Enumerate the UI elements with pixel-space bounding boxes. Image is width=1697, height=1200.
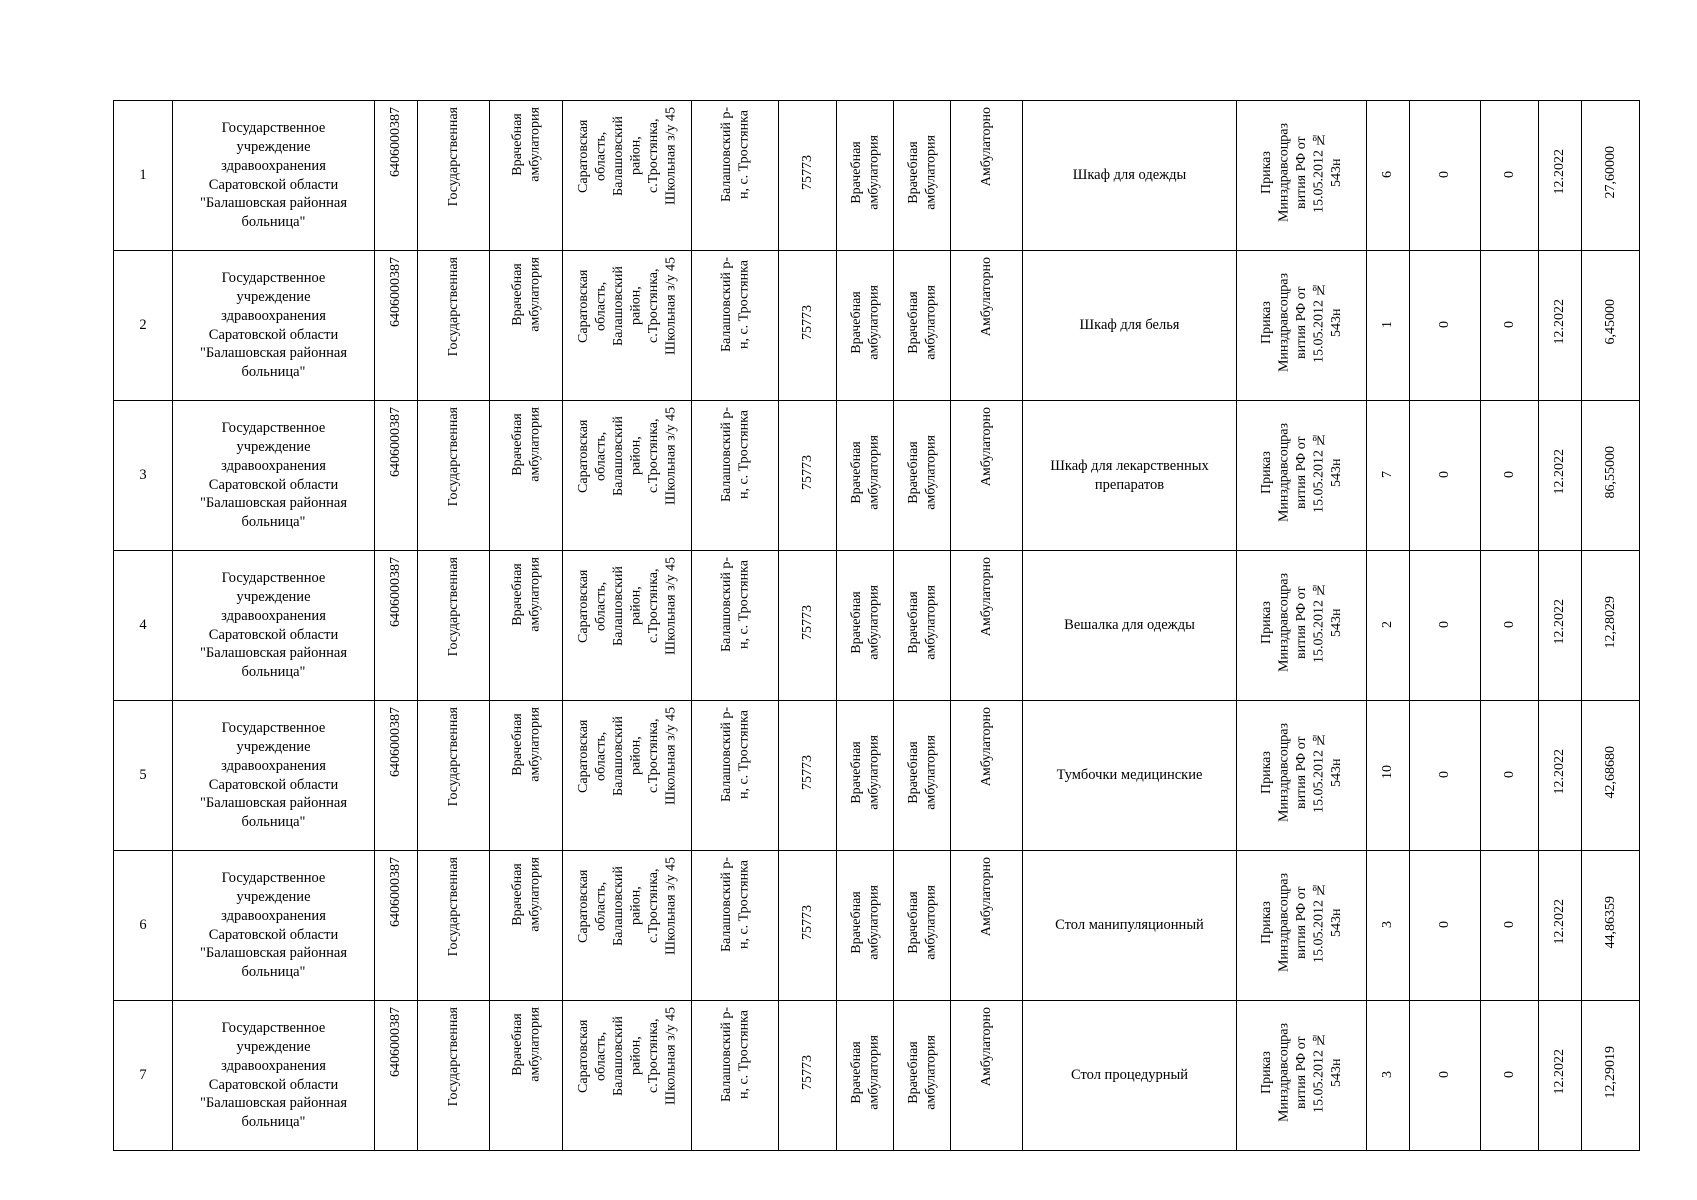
col-b-value: 0: [1501, 771, 1517, 779]
locality-cell: [692, 1001, 779, 1151]
unit-value: Врачебная амбулатория: [848, 134, 881, 210]
care-form-value: Амбулаторно: [978, 1007, 994, 1087]
unit-name-value: Врачебная амбулатория: [905, 1034, 938, 1110]
facility-type-cell: [490, 551, 563, 701]
unit-name-cell: [894, 851, 951, 1001]
equipment-cell: [1023, 851, 1237, 1001]
col-b-value: 0: [1501, 471, 1517, 479]
row-number-cell: [114, 851, 173, 1001]
row-number: 4: [139, 617, 147, 634]
organization-name: Государственное учреждение здравоохранения Саратовской области "Балашовская районная больница": [200, 419, 347, 531]
amount-cell: [1582, 701, 1640, 851]
locality-value: Балашовский р- н, с. Тростянка: [718, 257, 751, 353]
inn-cell: [375, 251, 418, 401]
amount-value: 27,60000: [1602, 145, 1618, 199]
code-cell: [779, 101, 837, 251]
col-b-cell: [1481, 551, 1539, 701]
unit-value: Врачебная амбулатория: [848, 284, 881, 360]
care-form-cell: [951, 401, 1023, 551]
row-number: 5: [139, 767, 147, 784]
quantity-value: 3: [1380, 921, 1396, 929]
inn-cell: [375, 851, 418, 1001]
address-cell: [563, 251, 692, 401]
row-number: 7: [139, 1067, 147, 1084]
quantity-value: 2: [1380, 621, 1396, 629]
unit-cell: [837, 851, 894, 1001]
amount-value: 42,68680: [1602, 745, 1618, 799]
equipment-name: Стол процедурный: [1071, 1067, 1188, 1084]
unit-cell: [837, 101, 894, 251]
code-cell: [779, 851, 837, 1001]
code-cell: [779, 1001, 837, 1151]
col-a-value: 0: [1437, 171, 1453, 179]
equipment-table: [113, 100, 1640, 1151]
date-cell: [1539, 251, 1582, 401]
ownership-value: Государственная: [445, 857, 461, 957]
quantity-cell: [1367, 551, 1410, 701]
organization-name: Государственное учреждение здравоохранения Саратовской области "Балашовская районная больница": [200, 269, 347, 381]
quantity-cell: [1367, 101, 1410, 251]
unit-name-value: Врачебная амбулатория: [905, 134, 938, 210]
unit-name-cell: [894, 1001, 951, 1151]
unit-value: Врачебная амбулатория: [848, 1034, 881, 1110]
organization-cell: [173, 401, 375, 551]
care-form-value: Амбулаторно: [978, 557, 994, 637]
care-form-cell: [951, 101, 1023, 251]
inn-cell: [375, 401, 418, 551]
locality-cell: [692, 701, 779, 851]
address-cell: [563, 851, 692, 1001]
organization-name: Государственное учреждение здравоохранения Саратовской области "Балашовская районная больница": [200, 869, 347, 981]
quantity-cell: [1367, 401, 1410, 551]
ownership-value: Государственная: [445, 557, 461, 657]
unit-cell: [837, 251, 894, 401]
organization-cell: [173, 1001, 375, 1151]
standard-cell: [1237, 101, 1367, 251]
equipment-name: Шкаф для одежды: [1072, 167, 1187, 184]
facility-type-value: Врачебная амбулатория: [509, 107, 542, 182]
address-value: Саратовская область, Балашовский район, с.Тростянка, Школьная з/у 45: [575, 407, 678, 505]
amount-cell: [1582, 401, 1640, 551]
organization-cell: [173, 851, 375, 1001]
ownership-cell: [418, 101, 490, 251]
equipment-name: Вешалка для одежды: [1064, 617, 1195, 634]
code-cell: [779, 251, 837, 401]
inn-value: 6406000387: [388, 407, 404, 477]
unit-value: Врачебная амбулатория: [848, 434, 881, 510]
equipment-cell: [1023, 1001, 1237, 1151]
inn-value: 6406000387: [388, 1007, 404, 1077]
facility-type-cell: [490, 851, 563, 1001]
address-value: Саратовская область, Балашовский район, с.Тростянка, Школьная з/у 45: [575, 707, 678, 805]
col-b-cell: [1481, 101, 1539, 251]
unit-cell: [837, 401, 894, 551]
facility-type-value: Врачебная амбулатория: [509, 707, 542, 782]
code-value: 75773: [799, 604, 815, 640]
code-value: 75773: [799, 154, 815, 190]
care-form-cell: [951, 851, 1023, 1001]
standard-value: Приказ Минздравсоцраз вития РФ от 15.05.2012 № 543н: [1258, 572, 1344, 672]
col-b-value: 0: [1501, 921, 1517, 929]
col-a-value: 0: [1437, 321, 1453, 329]
inn-value: 6406000387: [388, 557, 404, 627]
care-form-value: Амбулаторно: [978, 107, 994, 187]
table-row: [114, 701, 1640, 851]
unit-name-cell: [894, 251, 951, 401]
col-a-cell: [1410, 851, 1481, 1001]
locality-value: Балашовский р- н, с. Тростянка: [718, 557, 751, 653]
unit-name-value: Врачебная амбулатория: [905, 884, 938, 960]
date-cell: [1539, 101, 1582, 251]
equipment-name: Стол манипуляционный: [1055, 917, 1204, 934]
date-cell: [1539, 401, 1582, 551]
inn-value: 6406000387: [388, 857, 404, 927]
unit-value: Врачебная амбулатория: [848, 734, 881, 810]
code-cell: [779, 401, 837, 551]
row-number: 3: [139, 467, 147, 484]
amount-cell: [1582, 551, 1640, 701]
organization-name: Государственное учреждение здравоохранения Саратовской области "Балашовская районная больница": [200, 569, 347, 681]
code-value: 75773: [799, 454, 815, 490]
organization-name: Государственное учреждение здравоохранения Саратовской области "Балашовская районная больница": [200, 119, 347, 231]
date-value: 12.2022: [1552, 899, 1568, 945]
facility-type-value: Врачебная амбулатория: [509, 1007, 542, 1082]
amount-value: 86,55000: [1602, 445, 1618, 499]
standard-value: Приказ Минздравсоцраз вития РФ от 15.05.2012 № 543н: [1258, 122, 1344, 222]
organization-name: Государственное учреждение здравоохранения Саратовской области "Балашовская районная больница": [200, 1019, 347, 1131]
col-a-cell: [1410, 401, 1481, 551]
organization-cell: [173, 101, 375, 251]
care-form-cell: [951, 251, 1023, 401]
row-number: 2: [139, 317, 147, 334]
care-form-value: Амбулаторно: [978, 407, 994, 487]
amount-cell: [1582, 101, 1640, 251]
care-form-cell: [951, 551, 1023, 701]
facility-type-cell: [490, 401, 563, 551]
date-cell: [1539, 701, 1582, 851]
code-cell: [779, 551, 837, 701]
address-cell: [563, 401, 692, 551]
organization-name: Государственное учреждение здравоохранения Саратовской области "Балашовская районная больница": [200, 719, 347, 831]
table-row: [114, 101, 1640, 251]
table-row: [114, 551, 1640, 701]
locality-cell: [692, 101, 779, 251]
facility-type-cell: [490, 251, 563, 401]
locality-value: Балашовский р- н, с. Тростянка: [718, 707, 751, 803]
quantity-value: 3: [1380, 1071, 1396, 1079]
equipment-cell: [1023, 701, 1237, 851]
code-value: 75773: [799, 1054, 815, 1090]
col-a-value: 0: [1437, 1071, 1453, 1079]
standard-value: Приказ Минздравсоцраз вития РФ от 15.05.2012 № 543н: [1258, 872, 1344, 972]
unit-name-value: Врачебная амбулатория: [905, 584, 938, 660]
col-a-value: 0: [1437, 771, 1453, 779]
table-body: [114, 101, 1640, 1151]
col-a-cell: [1410, 251, 1481, 401]
ownership-value: Государственная: [445, 1007, 461, 1107]
address-cell: [563, 1001, 692, 1151]
col-b-cell: [1481, 401, 1539, 551]
quantity-value: 6: [1380, 171, 1396, 179]
quantity-cell: [1367, 701, 1410, 851]
quantity-value: 1: [1380, 321, 1396, 329]
facility-type-value: Врачебная амбулатория: [509, 857, 542, 932]
date-value: 12.2022: [1552, 449, 1568, 495]
unit-cell: [837, 1001, 894, 1151]
care-form-value: Амбулаторно: [978, 857, 994, 937]
standard-value: Приказ Минздравсоцраз вития РФ от 15.05.2012 № 543н: [1258, 1022, 1344, 1122]
table-row: [114, 251, 1640, 401]
amount-value: 12,29019: [1602, 1045, 1618, 1099]
col-b-cell: [1481, 701, 1539, 851]
col-a-cell: [1410, 701, 1481, 851]
ownership-value: Государственная: [445, 107, 461, 207]
standard-cell: [1237, 401, 1367, 551]
standard-cell: [1237, 1001, 1367, 1151]
address-value: Саратовская область, Балашовский район, с.Тростянка, Школьная з/у 45: [575, 1007, 678, 1105]
row-number: 1: [139, 167, 147, 184]
care-form-cell: [951, 1001, 1023, 1151]
date-cell: [1539, 1001, 1582, 1151]
row-number: 6: [139, 917, 147, 934]
standard-cell: [1237, 551, 1367, 701]
date-value: 12.2022: [1552, 149, 1568, 195]
equipment-name: Тумбочки медицинские: [1056, 767, 1203, 784]
amount-cell: [1582, 1001, 1640, 1151]
standard-value: Приказ Минздравсоцраз вития РФ от 15.05.2012 № 543н: [1258, 272, 1344, 372]
address-value: Саратовская область, Балашовский район, с.Тростянка, Школьная з/у 45: [575, 107, 678, 205]
date-value: 12.2022: [1552, 1049, 1568, 1095]
inn-cell: [375, 1001, 418, 1151]
amount-cell: [1582, 851, 1640, 1001]
standard-cell: [1237, 701, 1367, 851]
address-value: Саратовская область, Балашовский район, с.Тростянка, Школьная з/у 45: [575, 857, 678, 955]
date-value: 12.2022: [1552, 299, 1568, 345]
unit-name-cell: [894, 551, 951, 701]
row-number-cell: [114, 701, 173, 851]
locality-cell: [692, 401, 779, 551]
care-form-value: Амбулаторно: [978, 707, 994, 787]
date-value: 12.2022: [1552, 749, 1568, 795]
inn-cell: [375, 101, 418, 251]
ownership-cell: [418, 851, 490, 1001]
row-number-cell: [114, 251, 173, 401]
quantity-value: 10: [1380, 765, 1396, 780]
equipment-cell: [1023, 551, 1237, 701]
locality-value: Балашовский р- н, с. Тростянка: [718, 407, 751, 503]
address-value: Саратовская область, Балашовский район, с.Тростянка, Школьная з/у 45: [575, 257, 678, 355]
quantity-cell: [1367, 851, 1410, 1001]
address-value: Саратовская область, Балашовский район, с.Тростянка, Школьная з/у 45: [575, 557, 678, 655]
col-a-cell: [1410, 1001, 1481, 1151]
code-value: 75773: [799, 754, 815, 790]
unit-name-cell: [894, 101, 951, 251]
address-cell: [563, 551, 692, 701]
amount-cell: [1582, 251, 1640, 401]
facility-type-value: Врачебная амбулатория: [509, 257, 542, 332]
unit-cell: [837, 701, 894, 851]
row-number-cell: [114, 551, 173, 701]
inn-value: 6406000387: [388, 707, 404, 777]
amount-value: 6,45000: [1602, 299, 1618, 345]
facility-type-value: Врачебная амбулатория: [509, 407, 542, 482]
unit-name-value: Врачебная амбулатория: [905, 284, 938, 360]
unit-cell: [837, 551, 894, 701]
row-number-cell: [114, 101, 173, 251]
ownership-value: Государственная: [445, 407, 461, 507]
equipment-cell: [1023, 251, 1237, 401]
equipment-name: Шкаф для белья: [1079, 317, 1180, 334]
col-a-value: 0: [1437, 471, 1453, 479]
organization-cell: [173, 701, 375, 851]
quantity-cell: [1367, 1001, 1410, 1151]
unit-value: Врачебная амбулатория: [848, 884, 881, 960]
care-form-cell: [951, 701, 1023, 851]
ownership-cell: [418, 551, 490, 701]
locality-value: Балашовский р- н, с. Тростянка: [718, 107, 751, 203]
code-value: 75773: [799, 304, 815, 340]
quantity-value: 7: [1380, 471, 1396, 479]
inn-cell: [375, 701, 418, 851]
facility-type-value: Врачебная амбулатория: [509, 557, 542, 632]
ownership-cell: [418, 701, 490, 851]
ownership-cell: [418, 401, 490, 551]
unit-name-value: Врачебная амбулатория: [905, 734, 938, 810]
locality-cell: [692, 251, 779, 401]
address-cell: [563, 701, 692, 851]
inn-cell: [375, 551, 418, 701]
organization-cell: [173, 551, 375, 701]
row-number-cell: [114, 1001, 173, 1151]
code-value: 75773: [799, 904, 815, 940]
unit-name-cell: [894, 401, 951, 551]
col-a-cell: [1410, 551, 1481, 701]
standard-value: Приказ Минздравсоцраз вития РФ от 15.05.2012 № 543н: [1258, 422, 1344, 522]
locality-cell: [692, 851, 779, 1001]
col-b-value: 0: [1501, 171, 1517, 179]
locality-cell: [692, 551, 779, 701]
col-a-cell: [1410, 101, 1481, 251]
standard-cell: [1237, 251, 1367, 401]
col-b-value: 0: [1501, 321, 1517, 329]
col-b-value: 0: [1501, 621, 1517, 629]
facility-type-cell: [490, 101, 563, 251]
locality-value: Балашовский р- н, с. Тростянка: [718, 1007, 751, 1103]
col-b-cell: [1481, 851, 1539, 1001]
locality-value: Балашовский р- н, с. Тростянка: [718, 857, 751, 953]
ownership-cell: [418, 251, 490, 401]
amount-value: 44,86359: [1602, 895, 1618, 949]
col-a-value: 0: [1437, 921, 1453, 929]
equipment-cell: [1023, 101, 1237, 251]
inn-value: 6406000387: [388, 107, 404, 177]
col-b-cell: [1481, 1001, 1539, 1151]
unit-value: Врачебная амбулатория: [848, 584, 881, 660]
amount-value: 12,28029: [1602, 595, 1618, 649]
facility-type-cell: [490, 1001, 563, 1151]
date-value: 12.2022: [1552, 599, 1568, 645]
table-row: [114, 851, 1640, 1001]
row-number-cell: [114, 401, 173, 551]
code-cell: [779, 701, 837, 851]
col-b-cell: [1481, 251, 1539, 401]
organization-cell: [173, 251, 375, 401]
inn-value: 6406000387: [388, 257, 404, 327]
standard-cell: [1237, 851, 1367, 1001]
table-row: [114, 401, 1640, 551]
equipment-cell: [1023, 401, 1237, 551]
col-a-value: 0: [1437, 621, 1453, 629]
address-cell: [563, 101, 692, 251]
ownership-value: Государственная: [445, 707, 461, 807]
table-row: [114, 1001, 1640, 1151]
facility-type-cell: [490, 701, 563, 851]
date-cell: [1539, 551, 1582, 701]
care-form-value: Амбулаторно: [978, 257, 994, 337]
quantity-cell: [1367, 251, 1410, 401]
date-cell: [1539, 851, 1582, 1001]
standard-value: Приказ Минздравсоцраз вития РФ от 15.05.2012 № 543н: [1258, 722, 1344, 822]
unit-name-cell: [894, 701, 951, 851]
ownership-cell: [418, 1001, 490, 1151]
unit-name-value: Врачебная амбулатория: [905, 434, 938, 510]
col-b-value: 0: [1501, 1071, 1517, 1079]
equipment-name: Шкаф для лекарственных препаратов: [1050, 457, 1209, 493]
ownership-value: Государственная: [445, 257, 461, 357]
